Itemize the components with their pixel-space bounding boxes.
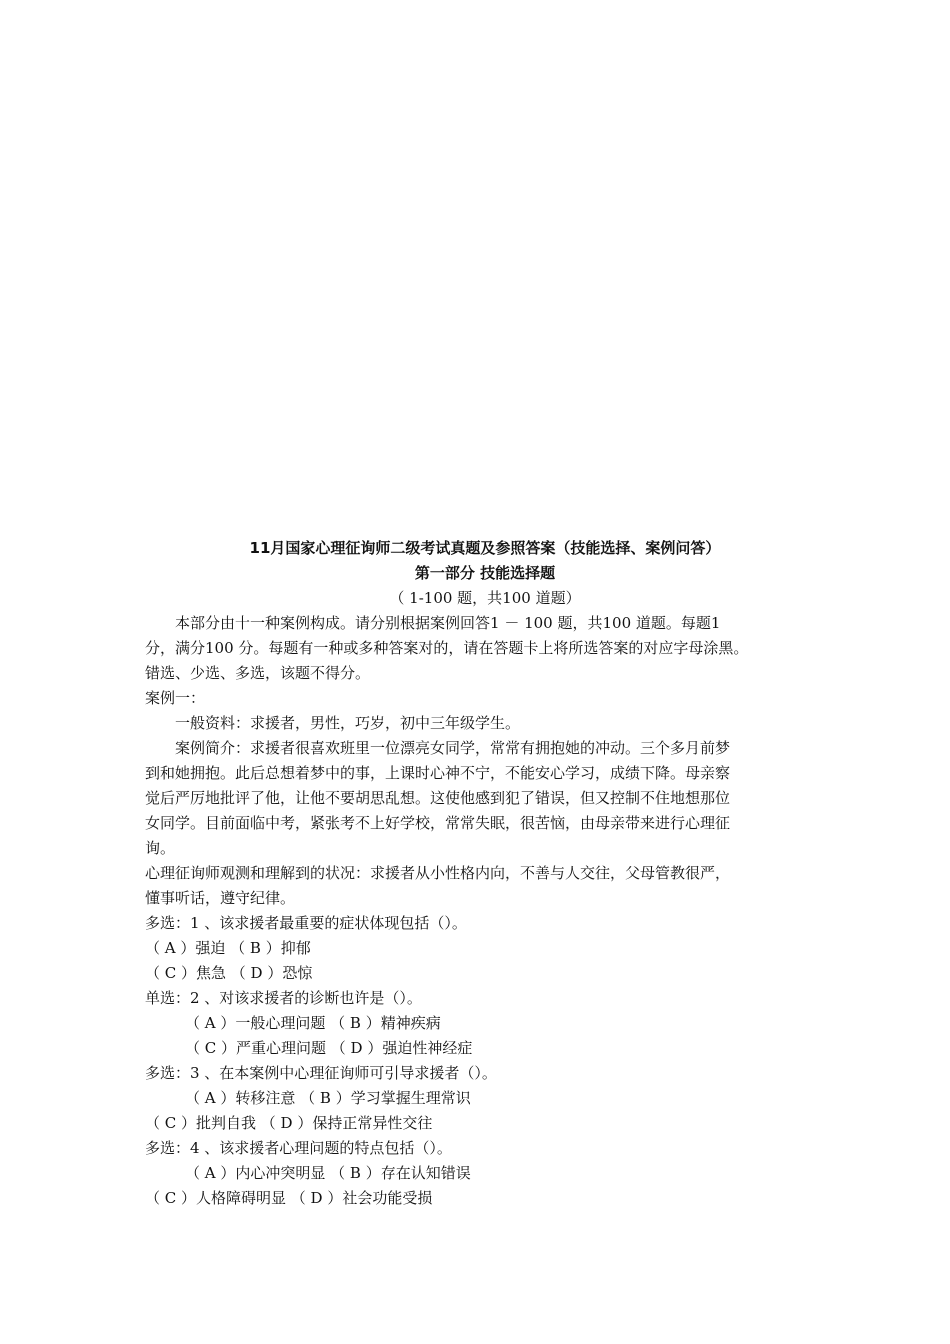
intro-line-2: 分，满分100 分。每题有一种或多种答案对的，请在答题卡上将所选答案的对应字母涂黑。 [145, 639, 749, 657]
question-options: （ C ）严重心理问题 （ D ）强迫性神经症 [185, 1039, 473, 1057]
question-options: （ C ）人格障碍明显 （ D ）社会功能受损 [145, 1189, 433, 1207]
question-options: （ C ）批判自我 （ D ）保持正常异性交往 [145, 1114, 433, 1132]
case-observation-line: 心理征询师观测和理解到的状况：求援者从小性格内向，不善与人交往，父母管教很严， [145, 864, 731, 882]
case-brief-line: 到和她拥抱。此后总想着梦中的事，上课时心神不宁，不能安心学习，成绩下降。母亲察 [145, 764, 731, 782]
question-options: （ C ）焦急 （ D ）恐惊 [145, 964, 313, 982]
case-heading: 案例一： [145, 689, 206, 707]
question-stem: 单选：2 、对该求援者的诊断也许是（）。 [145, 989, 422, 1007]
case-brief-line: 女同学。目前面临中考，紧张考不上好学校，常常失眠，很苦恼，由母亲带来进行心理征 [145, 814, 731, 832]
intro-line-1: 本部分由十一种案例构成。请分别根据案例回答1 － 100 题，共100 道题。每题1 [175, 614, 721, 632]
question-stem: 多选：1 、该求援者最重要的症状体现包括（）。 [145, 914, 467, 932]
case-general-info: 一般资料：求援者，男性，巧岁，初中三年级学生。 [175, 714, 521, 732]
document-title: 11月国家心理征询师二级考试真题及参照答案（技能选择、案例问答） [249, 539, 721, 557]
question-stem: 多选：3 、在本案例中心理征询师可引导求援者（）。 [145, 1064, 497, 1082]
case-observation-line: 懂事听话，遵守纪律。 [145, 889, 296, 907]
case-brief-line: 觉后严厉地批评了他，让他不要胡思乱想。这使他感到犯了错误，但又控制不住地想那位 [145, 789, 731, 807]
part-title: 第一部分 技能选择题 [414, 564, 556, 582]
question-options: （ A ）内心冲突明显 （ B ）存在认知错误 [185, 1164, 471, 1182]
intro-line-3: 错选、少选、多选，该题不得分。 [145, 664, 371, 682]
case-brief-line: 案例简介：求援者很喜欢班里一位漂亮女同学，常常有拥抱她的冲动。三个多月前梦 [175, 739, 731, 757]
question-stem: 多选：4 、该求援者心理问题的特点包括（）。 [145, 1139, 452, 1157]
document-page [145, 536, 825, 1211]
range-note: （ 1-100 题，共100 道题） [389, 589, 581, 607]
question-options: （ A ）强迫 （ B ）抑郁 [145, 939, 311, 957]
case-brief-line: 询。 [145, 839, 176, 857]
question-options: （ A ）转移注意 （ B ）学习掌握生理常识 [185, 1089, 471, 1107]
question-options: （ A ）一般心理问题 （ B ）精神疾病 [185, 1014, 441, 1032]
